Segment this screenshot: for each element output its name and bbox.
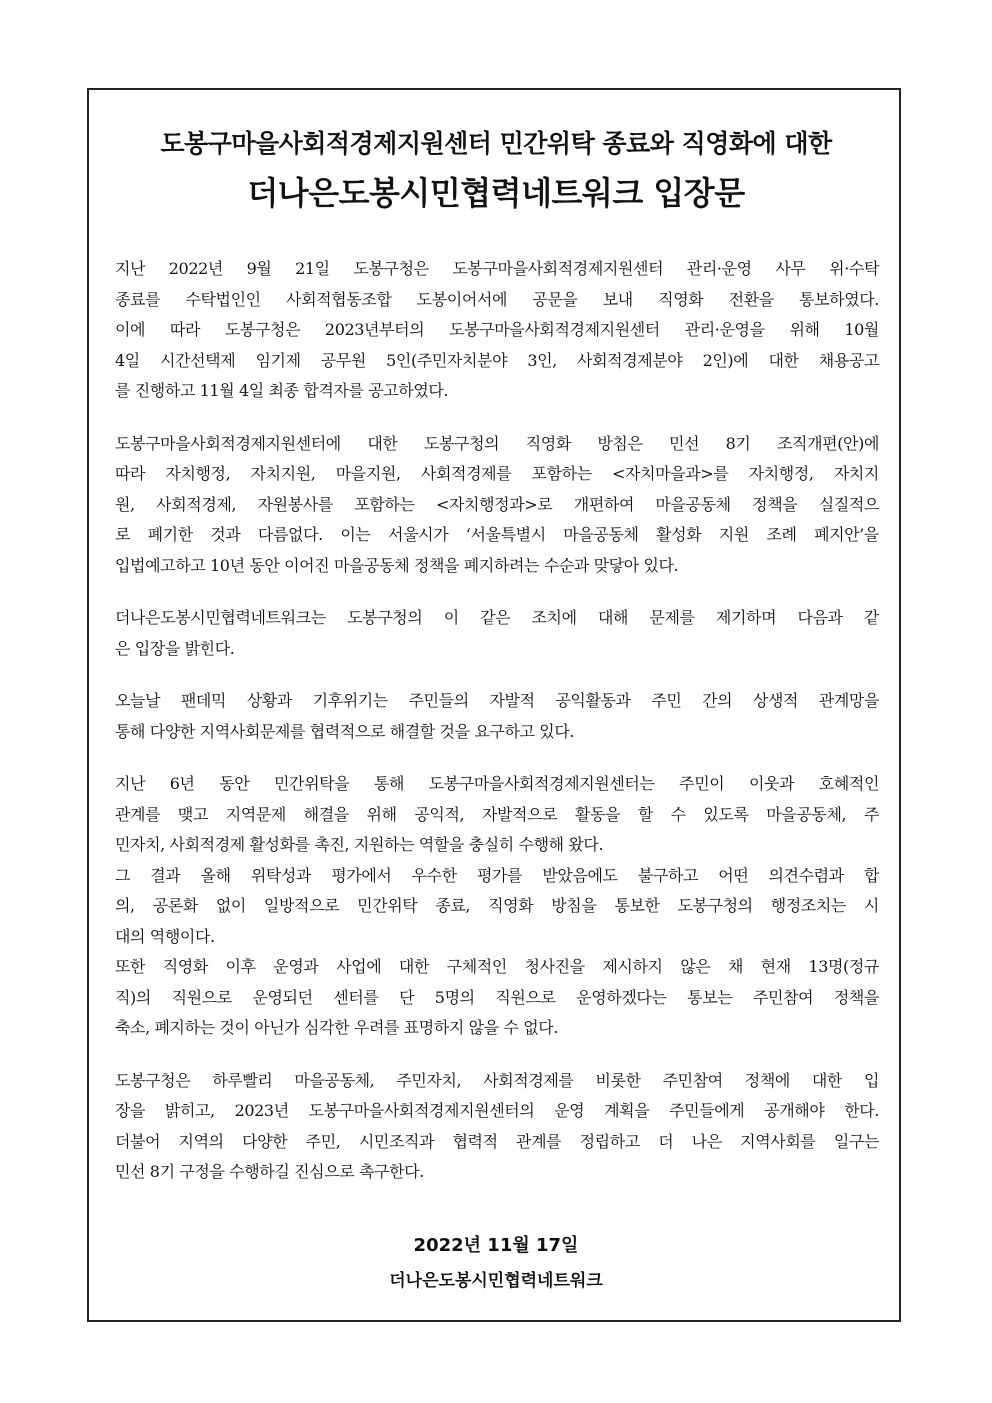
paragraph-6 [115,1066,879,1188]
body-line: 의, 공론화 없이 일방적으로 민간위탁 종료, 직영화 방침을 통보한 도봉구청의 행정조치는 시 [115,896,879,915]
body-line: 그 결과 올해 위탁성과 평가에서 우수한 평가를 받았음에도 불구하고 어떤 의견수렴과 합 [115,865,879,885]
body-line: 더불어 지역의 다양한 주민, 시민조직과 협력적 관계를 정립하고 더 나은 지역사회를 일구는 [115,1131,879,1151]
paragraph-3 [115,603,879,664]
body-line: 대의 역행이다. [115,926,215,946]
body-line: 입법예고하고 10년 동안 이어진 마을공동체 정책을 폐지하려는 수순과 맞닿아 있다. [115,555,679,575]
paragraph-5 [115,769,879,1044]
paragraph-2 [115,429,879,582]
document-title-line2: 더나은도봉시민협력네트워크 입장문 [247,174,745,212]
body-line: 지난 6년 동안 민간위탁을 통해 도봉구마을사회적경제지원센터는 주민이 이웃과 호혜적인 [115,774,879,793]
body-line: 지난 2022년 9월 21일 도봉구청은 도봉구마을사회적경제지원센터 관리·운영 사무 위·수탁 [115,259,879,278]
document-date: 2022년 11월 17일 [413,1235,579,1256]
document-signature: 더나은도봉시민협력네트워크 [389,1271,603,1291]
body-line: 더나은도봉시민협력네트워크는 도봉구청의 이 같은 조치에 대해 문제를 제기하며 다음과 같 [115,608,879,627]
body-line: 통해 다양한 지역사회문제를 협력적으로 해결할 것을 요구하고 있다. [115,721,575,741]
body-line: 민선 8기 구정을 수행하길 진심으로 촉구한다. [115,1162,424,1181]
body-line: 직)의 직원으로 운영되던 센터를 단 5명의 직원으로 운영하겠다는 통보는 주민참여 정책을 [115,987,879,1007]
document-title-line1: 도봉구마을사회적경제지원센터 민간위탁 종료와 직영화에 대한 [160,129,832,158]
body-line: 민자치, 사회적경제 활성화를 촉진, 지원하는 역할을 충실히 수행해 왔다. [115,835,604,854]
body-line: 도봉구마을사회적경제지원센터에 대한 도봉구청의 직영화 방침은 민선 8기 조직개편(안)에 [115,433,879,453]
body-line: 은 입장을 밝힌다. [115,638,235,658]
paragraph-1 [115,254,879,407]
body-line: 원, 사회적경제, 자원봉사를 포함하는 <자치행정과>로 개편하여 마을공동체 정책을 실질적으 [115,494,879,514]
body-line: 로 폐기한 것과 다름없다. 이는 서울시가 ‘서울특별시 마을공동체 활성화 지원 조례 폐지안’을 [115,525,879,544]
body-line: 종료를 수탁법인인 사회적협동조합 도봉이어서에 공문을 보내 직영화 전환을 통보하였다. [115,289,879,309]
body-line: 축소, 폐지하는 것이 아닌가 심각한 우려를 표명하지 않을 수 없다. [115,1018,559,1037]
body-line: 오늘날 팬데믹 상황과 기후위기는 주민들의 자발적 공익활동과 주민 간의 상생적 관계망을 [115,691,879,710]
body-line: 관계를 맺고 지역문제 해결을 위해 공익적, 자발적으로 활동을 할 수 있도록 마을공동체, 주 [115,804,879,824]
body-line: 이에 따라 도봉구청은 2023년부터의 도봉구마을사회적경제지원센터 관리·운영을 위해 10월 [115,320,879,339]
body-line: 를 진행하고 11월 4일 최종 합격자를 공고하였다. [115,381,449,400]
paragraph-4 [115,686,879,747]
body-line: 장을 밝히고, 2023년 도봉구마을사회적경제지원센터의 운영 계획을 주민들에게 공개해야 한다. [115,1101,879,1120]
body-line: 4일 시간선택제 임기제 공무원 5인(주민자치분야 3인, 사회적경제분야 2인)에 대한 채용공고 [115,350,879,370]
document-body [115,254,879,1188]
body-line: 도봉구청은 하루빨리 마을공동체, 주민자치, 사회적경제를 비롯한 주민참여 정책에 대한 입 [115,1070,879,1090]
body-line: 따라 자치행정, 자치지원, 마을지원, 사회적경제를 포함하는 <자치마을과>를 자치행정, 자치지 [115,464,879,483]
body-line: 또한 직영화 이후 운영과 사업에 대한 구체적인 청사진을 제시하지 않은 채 현재 13명(정규 [115,957,879,976]
